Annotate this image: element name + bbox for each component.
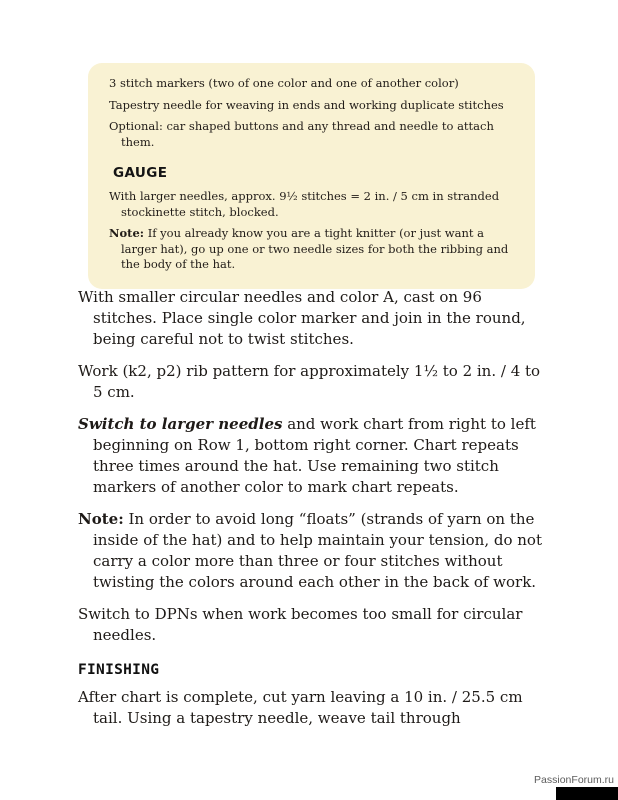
watermark-text: PassionForum.ru <box>534 774 614 786</box>
gauge-text: With larger needles, approx. 9½ stitches = 2 in. / 5 cm in stranded stockinette stitch, blocked. <box>109 189 500 219</box>
materials-item: 3 stitch markers (two of one color and one of another color) <box>109 76 459 90</box>
gauge-note <box>109 226 513 273</box>
paragraph-floats-note <box>78 509 548 593</box>
gauge-heading: GAUGE <box>113 165 168 181</box>
floats-note-text: In order to avoid long “floats” (strands of yarn on the inside of the hat) and to help maintain your tension, do not carry a color more than three or four stitches without twisting the colors around each other in the back of work. <box>93 510 542 591</box>
materials-item: Tapestry needle for weaving in ends and working duplicate stitches <box>109 97 504 112</box>
gauge-note-label: Note: <box>109 226 145 240</box>
paragraph-finishing: After chart is complete, cut yarn leaving a 10 in. / 25.5 cm tail. Using a tapestry needle, weave tail through <box>78 688 523 727</box>
materials-item: Optional: car shaped buttons and any thread and needle to attach them. <box>109 119 494 149</box>
floats-note-label: Note: <box>78 510 124 528</box>
gauge-note-text: If you already know you are a tight knitter (or just want a larger hat), go up one or two needle sizes for both the ribbing and the body of the hat. <box>121 226 509 271</box>
watermark <box>534 774 618 800</box>
paragraph-rib-pattern: Work (k2, p2) rib pattern for approximately 1½ to 2 in. / 4 to 5 cm. <box>78 362 541 401</box>
switch-larger-needles-bold: Switch to larger needles <box>78 415 283 433</box>
materials-box <box>88 63 535 289</box>
paragraph-cast-on: With smaller circular needles and color A, cast on 96 stitches. Place single color marker and join in the round, being careful not to twist stitches. <box>78 288 526 348</box>
paragraph-switch-larger-needles <box>78 414 548 498</box>
paragraph-switch-dpns: Switch to DPNs when work becomes too small for circular needles. <box>78 605 523 644</box>
finishing-heading: FINISHING <box>78 662 160 678</box>
switch-larger-needles-rest: and work chart from right to left beginning on Row 1, bottom right corner. Chart repeats three times around the hat. Use remaining two stitch markers of another color to mark chart repeats. <box>93 415 536 496</box>
instructions-section <box>78 287 548 740</box>
watermark-bar <box>556 787 618 800</box>
